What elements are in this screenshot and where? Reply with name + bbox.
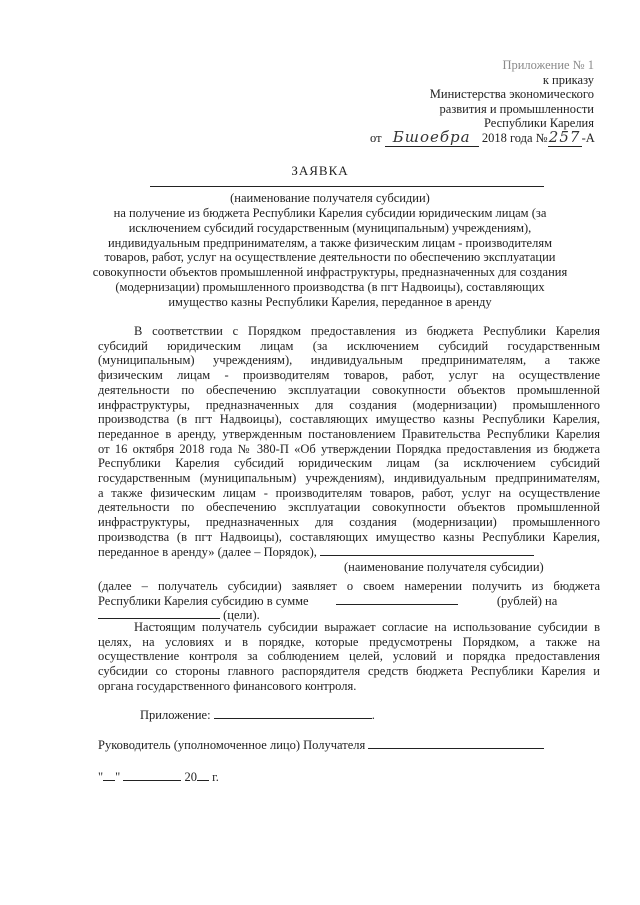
consent-line: органа государственного финансового контроля. [98,678,357,693]
handwritten-number: 257 [548,128,581,146]
purpose-line: имущество казны Республики Карелия, переданное в аренду [168,294,492,309]
amount-line-2 [98,594,600,609]
purpose-line: индивидуальным предпринимателям, а также физическим лицам - производителям [107,235,552,250]
purpose-line: (модернизации) промышленного производства (в пгт Надвоицы), составляющих [115,279,545,294]
recipient-caption-2: (наименование получателя субсидии) [344,560,544,574]
appendix-ministry-cont: развития и промышленности [439,101,594,116]
paragraph-line: (муниципальным) учреждениям), индивидуальным предпринимателям, а также [98,353,600,368]
paragraph-line: физическим лицам - производителям товаров, работ, услуг на осуществление [98,368,600,383]
purpose-line: совокупности объектов промышленной инфраструктуры, предназначенных для создания [92,265,568,280]
recipient-name-inline-field[interactable] [320,545,534,556]
paragraph-line: деятельности по обеспечению эксплуатации совокупности объектов промышленной [98,382,600,397]
attachment-line [140,708,375,723]
purpose-line: на получение из бюджета Республики Карелия субсидии юридическим лицам (за [113,206,547,220]
date-line [98,770,219,785]
attachment-label: Приложение: [140,708,211,722]
consent-line: Настоящим получатель субсидии выражает согласие на использование субсидии в [134,620,600,634]
handwritten-date: Бшоебра [392,128,471,146]
recipient-caption-text: (наименование получателя субсидии) [230,191,430,205]
recipient-name-field[interactable] [150,186,544,187]
paragraph-line: Республики Карелия субсидий юридическим лицам (за исключением субсидий [98,456,600,471]
month-field[interactable] [123,770,181,781]
consent-paragraph [98,620,600,694]
paragraph-line: субсидий юридическим лицам (за исключением субсидий государственным [98,338,600,353]
paragraph-line: государственным (муниципальным) учреждениям), индивидуальным предпринимателям, [98,471,600,486]
order-number-field [548,128,582,147]
paragraph-line: а также физическим лицам - производителям товаров, работ, услуг на осуществление [98,485,600,500]
amount-paragraph [98,579,600,623]
order-date-line [370,128,610,147]
paragraph-line: В соответствии с Порядком предоставления из бюджета Республики Карелия [134,324,600,338]
purpose-field[interactable] [98,608,220,619]
paragraph-tail-line [98,545,600,560]
consent-line: субсидии со стороны главного распорядителя средств бюджета Республики Карелия и [98,664,600,679]
year-suffix: г. [212,770,219,784]
purpose-line: товаров, работ, услуг на осуществление деятельности по обеспечению эксплуатации [104,250,556,265]
day-field[interactable] [103,770,115,781]
attachment-field[interactable] [214,708,372,719]
order-date-field [385,128,479,147]
purpose-line: исключением субсидий государственным (муниципальным) учреждениям), [128,220,532,235]
amount-field[interactable] [336,594,458,605]
order-number-suffix: -А [581,131,595,145]
signatory-line [98,738,544,753]
paragraph-line: производства (в пгт Надвоицы), составляющих имущество казны Республики Карелия, [98,529,600,544]
date-quote-close: " [115,770,121,784]
main-paragraph [98,324,600,559]
paragraph-line: производства (в пгт Надвоицы), составляющих имущество казны Республики Карелия, [98,412,600,427]
amount-label: Республики Карелия субсидию в сумме [98,593,309,608]
purpose-block [80,206,580,310]
year-field[interactable] [197,770,209,781]
appendix-header [364,58,594,131]
signature-field[interactable] [368,738,544,749]
consent-line: целях, на условиях и в порядке, которые предусмотрены Порядком, а также на [98,634,600,649]
year-prefix: 20 [184,770,197,784]
order-year-label: 2018 года № [481,131,548,145]
recipient-caption [80,191,580,206]
signatory-label: Руководитель (уполномоченное лицо) Получателя [98,738,366,752]
paragraph-line: от 16 октября 2018 года № 380-П «Об утверждении Порядка предоставления из бюджета [98,441,600,456]
paragraph-line: инфраструктуры, предназначенных для создания (модернизации) промышленного [98,515,600,530]
currency-label: (рублей) на [496,593,558,608]
appendix-republic: Республики Карелия [483,116,594,130]
document-title: ЗАЯВКА [291,163,349,178]
appendix-ministry: Министерства экономического [429,87,594,101]
consent-line: осуществление контроля за соблюдением целей, условий и порядка предоставления [98,649,600,664]
appendix-order-ref: к приказу [542,72,594,87]
paragraph-line: инфраструктуры, предназначенных для создания (модернизации) промышленного [98,397,600,412]
date-quote-open: " [98,770,104,784]
paragraph-line: деятельности по обеспечению эксплуатации совокупности объектов промышленной [98,500,600,515]
amount-line: (далее – получатель субсидии) заявляет о своем намерении получить из бюджета [98,579,600,593]
paragraph-line: переданное в аренду, утвержденным постановлением Правительства Республики Карелия [98,426,600,441]
purpose-label: (цели). [223,608,260,623]
appendix-number: Приложение № 1 [502,58,594,72]
paragraph-tail-text: переданное в аренду» (далее – Порядок), [98,544,317,559]
order-date-prefix: от [370,131,382,145]
attachment-end: . [371,708,375,722]
